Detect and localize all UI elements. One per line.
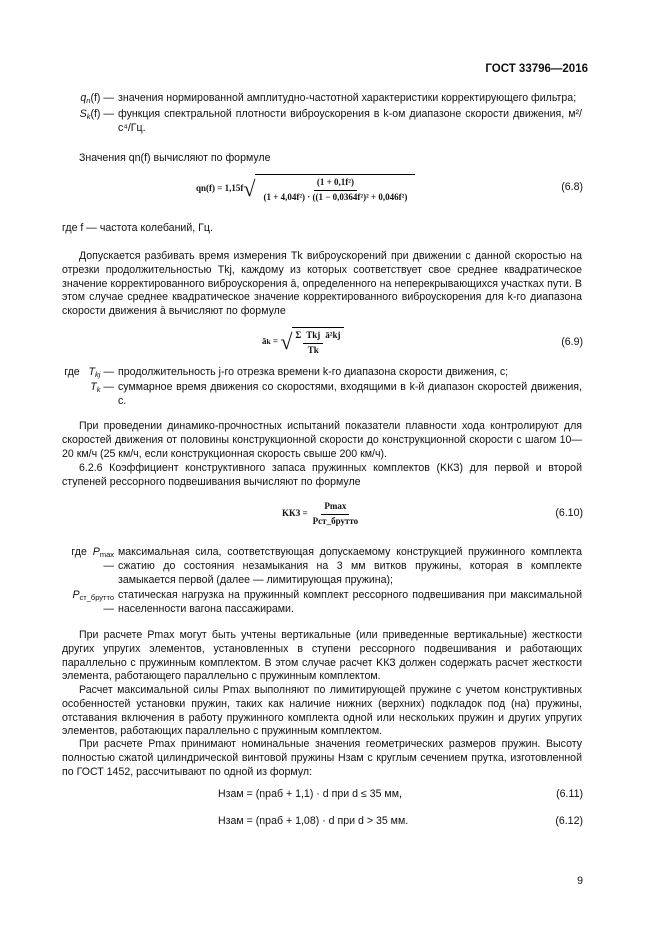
equation-number-6-9: (6.9) <box>561 336 583 348</box>
paragraph-values: Значения qn(f) вычисляют по формуле <box>79 152 271 164</box>
page-number: 9 <box>577 875 583 887</box>
equation-number-6-10: (6.10) <box>555 507 583 519</box>
paragraph-dynamic: При проведении динамико-прочностных испытаний показатели плавности хода контролируют для скоростей движения от половины конструкционной скорости до конструкционной скорости с шагом 10—20 км/ч (25 км/ч, если конструкционная скорость свыше 200 км/ч). <box>62 420 582 460</box>
equation-number-6-11: (6.11) <box>556 788 583 800</box>
document-code: ГОСТ 33796—2016 <box>485 63 588 75</box>
formula-6-9: ā k = √ Σ $\frac{\text{Tkj}}{Tk}$ ā²kj <box>262 327 344 358</box>
paragraph-6-2-6: 6.2.6 Коэффициент конструктивного запаса пружинных комплектов (KКЗ) для первой и второй ступеней рессорного подвешивания вычисляют по формуле <box>62 462 582 488</box>
definition-qn: $q_n(f)$ — значения нормированной амплитудно-частотной характеристики корректирующего фильтра; <box>62 92 582 106</box>
definition-text: значения нормированной амплитудно-частотной характеристики корректирующего фильтра; <box>118 92 577 104</box>
equation-number-6-8: (6.8) <box>561 181 583 193</box>
paragraph-calc-1: При расчете Pmax могут быть учтены вертикальные (или приведенные вертикальные) жесткости других упругих элементов, установленных в ступени рессорного подвешивания и работающих параллельно с пружинным комплектом. В этом случае расчет KКЗ должен содержать расчет жесткости элемента, работающего параллельно с пружинным комплектом. <box>62 629 582 683</box>
formula-6-11: Hзам = (nраб + 1,1) · d при d ≤ 35 мм, <box>218 788 402 800</box>
formula-6-8: qn(f) = 1,15f √ $\frac{\text{(1 + 0,1f²)}}{\text{(1 + 4,04f²) · ((1 − 0,0364f²)² + 0,046f²)}}$ <box>196 174 415 205</box>
formula-6-10: KКЗ = $\frac{Pmax}{\text{Pст\_брутто}}$ <box>282 501 359 526</box>
definition-tkj: где $T_{kj}$ — продолжительность j-го отрезка времени k-го диапазона скорости движения, с; <box>64 366 509 379</box>
definition-pst-brutto: $P_{ст\_брутто}$ — статическая нагрузка на пружинный комплект рессорного подвешивания при максимальной населенности вагона пассажирами. <box>72 589 582 615</box>
paragraph-allowed: Допускается разбивать время измерения Tk виброускорений при движении с данной скоростью на отрезки продолжительностью Tkj, каждому из которых соответствует свое среднее квадратическое значение корректированного виброускорения ā, определенного на неперекрывающихся участках пути. В этом случае среднее квадратическое значение корректированного виброускорения для k-го диапазона скорости движения ā вычисляют по формуле <box>62 250 582 318</box>
paragraph-where-f: где f — частота колебаний, Гц. <box>62 222 213 234</box>
paragraph-calc-2: Расчет максимальной силы Pmax выполняют по лимитирующей пружине с учетом конструктивных особенностей установки пружин, таких как наличие нижних (верхних) подкладок под (на) пружины, отставания включения в работу пружинного комплекта одной или нескольких пружин и других упругих элементов, работающих параллельно с пружинным комплектом. <box>62 684 582 738</box>
definition-text: функция спектральной плотности виброускорения в k-ом диапазоне скорости движения, м²/с⁴/Гц. <box>118 108 582 134</box>
definition-pmax: где $P_{max}$ — максимальная сила, соответствующая допускаемому конструкцией пружинного комплекта сжатию до состояния незамыкания на 3 мм витков пружины, которая в комплекте замыкается первой (далее — лимитирующая пружина); <box>71 546 582 586</box>
formula-6-12: Hзам = (nраб + 1,08) · d при d > 35 мм. <box>218 815 409 827</box>
equation-number-6-12: (6.12) <box>555 815 583 827</box>
paragraph-calc-3: При расчете Pmax принимают номинальные значения геометрических размеров пружин. Высоту полностью сжатой цилиндрической винтовой пружины Hзам с круглым сечением прутка, изготовленной по ГОСТ 1452, рассчитывают по одной из формул: <box>62 738 582 778</box>
definition-sk: $S_k(f)$ — функция спектральной плотности виброускорения в k-ом диапазоне скорости движения, м²/с⁴/Гц. <box>79 108 582 134</box>
definition-tk: $T_k$ — суммарное время движения со скоростями, входящими в k-й диапазон скоростей движения, с. <box>90 381 582 407</box>
